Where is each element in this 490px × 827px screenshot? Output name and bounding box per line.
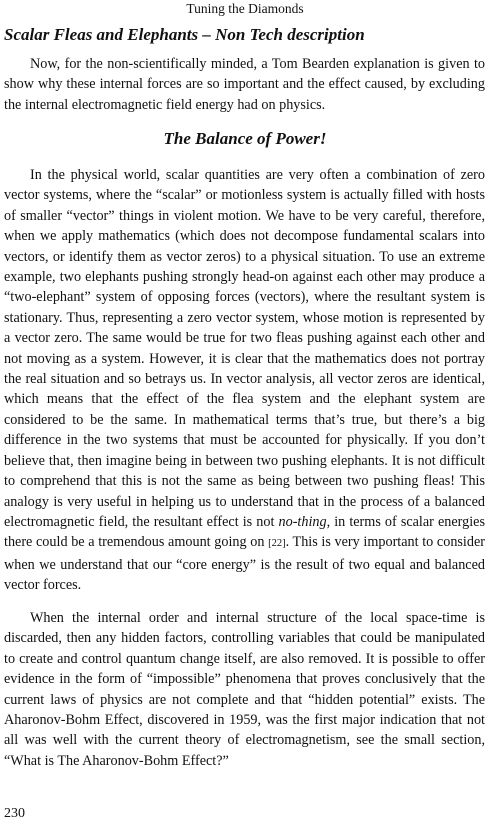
citation-reference: [22] <box>268 538 286 550</box>
body-paragraph-1-text-c: . This is very important to consider when we understand that our “core energy” is the result of two equal and balanced vector forces. <box>4 534 485 594</box>
body-paragraph-1-text-b: , in terms of scalar energies there could be a tremendous amount going on <box>4 513 485 551</box>
body-paragraph-2: When the internal order and internal structure of the local space-time is discarded, then any hidden factors, controlling variables that could be manipulated to create and control quantum change itself, are also removed. It is possible to offer evidence in the form of “impossible” phenomena that proves conclusively that the current laws of physics are not complete and that “hidden potential” exists. The Aharonov-Bohm Effect, discovered in 1959, was the first major indication that not all was well with the current theory of electromagnetism, see the small section, “What is The Aharonov-Bohm Effect?” <box>4 610 485 769</box>
section-title: Scalar Fleas and Elephants – Non Tech description <box>4 25 365 44</box>
running-head: Tuning the Diamonds <box>186 1 304 16</box>
page-number: 230 <box>4 806 25 821</box>
sub-heading: The Balance of Power! <box>163 129 327 148</box>
body-paragraph-1 <box>4 165 485 596</box>
intro-paragraph: Now, for the non-scientifically minded, a Tom Bearden explanation is given to show why these internal forces are so important and the effect caused, by excluding the internal electromagnetic field energy had on physics. <box>4 56 485 113</box>
emphasis-no-thing: no-thing <box>278 513 327 530</box>
body-paragraph-1-text-a: In the physical world, scalar quantities are very often a combination of zero vector systems, where the “scalar” or motionless system is actually filled with hosts of smaller “vector” things in violent motion. We have to be very careful, therefore, when we apply mathematics (which does not decompose fundamental scalars into vectors, or identify them as vector zeros) to a physical situation. To use an extreme example, two elephants pushing strongly head-on against each other may produce a “two-elephant” system of opposing forces (vectors), where the resultant system is stationary. Thus, representing a zero vector system, whose motion is represented by a vector zero. The same would be true for two fleas pushing against each other and not moving as a system. However, it is clear that the mathematics does not portray the real situation and so betrays us. In vector analysis, all vector zeros are identical, which means that the effect of the flea system and the elephant system are considered to be the same. In mathematical terms that’s true, but there’s a big difference in the two systems that must be accounted for physically. If you don’t believe that, then imagine being in between two pushing elephants. It is not difficult to comprehend that this is not the same as being between two pushing fleas! This analogy is very useful in helping us to understand that in the process of a balanced electromagnetic field, the resultant effect is not <box>4 167 485 530</box>
